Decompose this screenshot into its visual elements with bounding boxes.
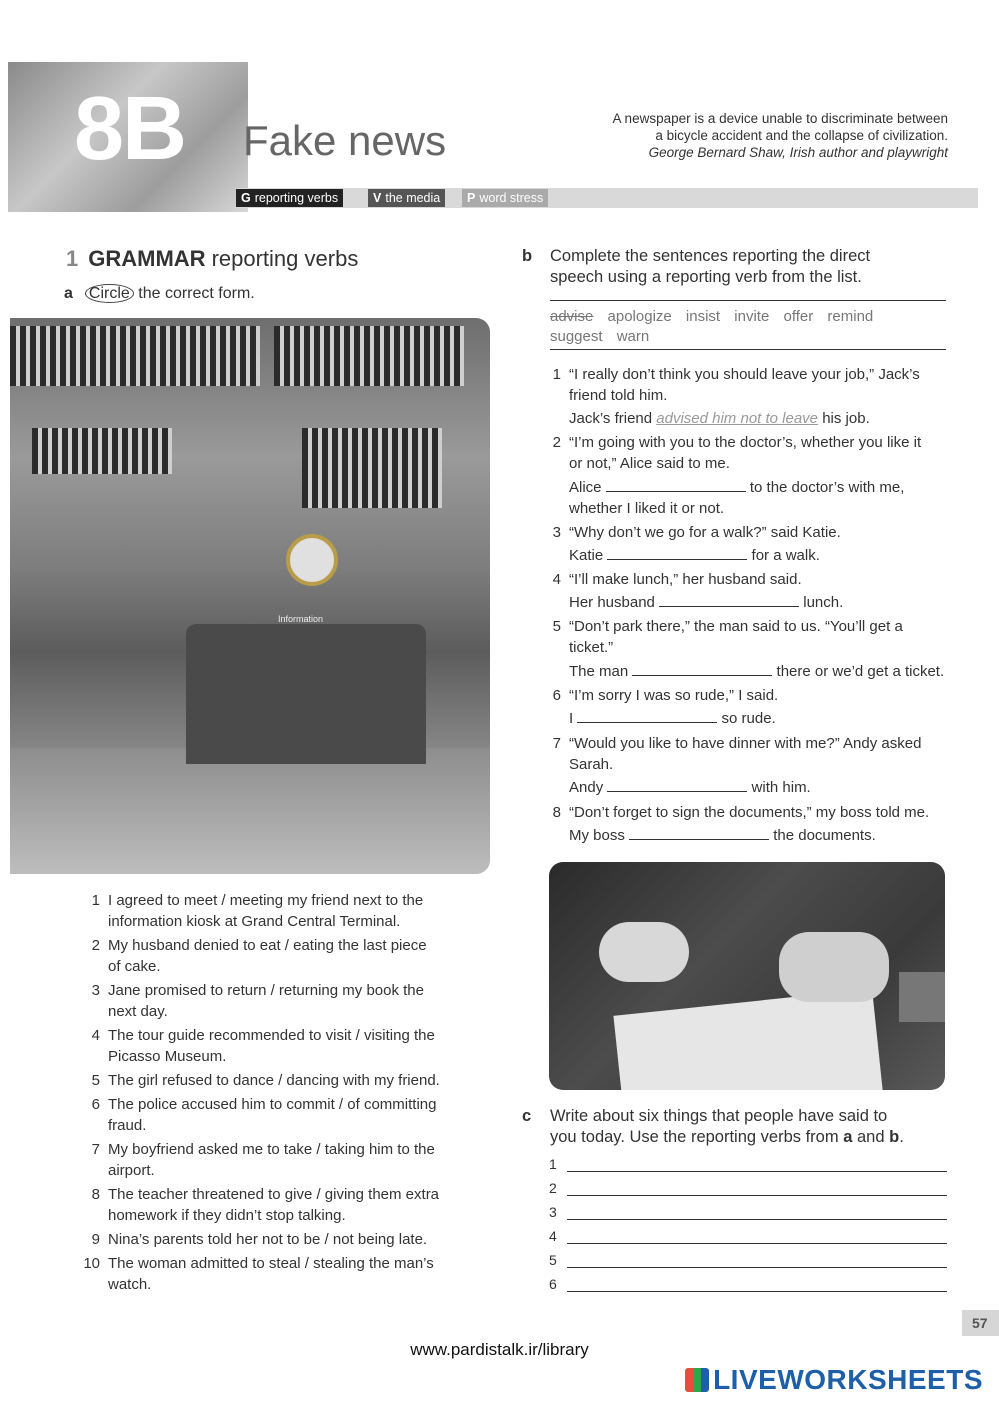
clock-icon [286, 534, 338, 586]
exercise-b-item: 1 “I really don’t think you should leave your job,” Jack’s friend told him. [552, 366, 920, 404]
word-remind: remind [827, 308, 874, 325]
answer-blank[interactable] [607, 777, 747, 792]
quote-author: George Bernard Shaw, Irish author and playwright [648, 145, 948, 160]
writing-line[interactable]: 5 [549, 1252, 947, 1272]
liveworksheets-icon [685, 1368, 709, 1392]
exercise-b-item: 6 “I’m sorry I was so rude,” I said. [552, 687, 779, 704]
exercise-1a-item: 9 Nina’s parents told her not to be / not being late. [91, 1231, 428, 1248]
answer-blank[interactable] [606, 477, 746, 492]
exercise-b-item: 2 “I’m going with you to the doctor’s, whether you like it or not,” Alice said to me. [552, 434, 922, 472]
signing-documents-photo [549, 862, 945, 1090]
answer-blank[interactable] [577, 708, 717, 723]
quote-line-2: a bicycle accident and the collapse of civilization. [655, 128, 948, 143]
liveworksheets-logo[interactable]: LIVEWORKSHEETS [685, 1364, 983, 1396]
information-sign: Information [278, 614, 324, 624]
word-list [550, 300, 946, 350]
answer-blank[interactable] [659, 592, 799, 607]
exercise-b-answer-line: The man there or we’d get a ticket. [569, 663, 945, 680]
tag-bar [236, 188, 978, 208]
exercise-1a-item: 4 The tour guide recommended to visit / visiting the Picasso Museum. [91, 1027, 435, 1065]
writing-line[interactable]: 1 [549, 1156, 947, 1176]
unit-title: Fake news [243, 117, 447, 164]
exercise-b-answer-line: Alice to the doctor’s with me, [569, 479, 905, 496]
tag-grammar: G reporting verbs [236, 189, 343, 207]
exercise-1a-item: 7 My boyfriend asked me to take / taking him to the airport. [91, 1141, 435, 1179]
exercise-b-item: 8 “Don’t forget to sign the documents,” my boss told me. [552, 804, 930, 821]
word-insist: insist [685, 308, 721, 325]
answer-blank[interactable] [632, 661, 772, 676]
word-suggest: suggest [550, 328, 603, 345]
word-apologize: apologize [607, 308, 672, 325]
exercise-1a-item: 6 The police accused him to commit / of committing fraud. [91, 1096, 437, 1134]
exercise-b-answer-line: Her husband lunch. [569, 594, 844, 611]
word-offer: offer [783, 308, 814, 325]
unit-banner [8, 62, 978, 212]
exercise-b-answer-line: My boss the documents. [569, 827, 876, 844]
answer-blank[interactable] [629, 825, 769, 840]
exercise-b-answer-line: I so rude. [569, 710, 776, 727]
writing-line[interactable]: 2 [549, 1180, 947, 1200]
exercise-1a-item: 2 My husband denied to eat / eating the last piece of cake. [91, 937, 427, 975]
exercise-b-item: 4 “I’ll make lunch,” her husband said. [552, 571, 802, 588]
example-answer: advised him not to leave [656, 410, 819, 427]
grand-central-photo [10, 318, 490, 874]
writing-line[interactable]: 3 [549, 1204, 947, 1224]
exercise-1a-item: 3 Jane promised to return / returning my book the next day. [91, 982, 424, 1020]
quote-line-1: A newspaper is a device unable to discriminate between [612, 111, 948, 126]
footer-url[interactable]: www.pardistalk.ir/library [410, 1340, 589, 1359]
exercise-b-item: 5 “Don’t park there,” the man said to us. “You’ll get a ticket.” [552, 618, 903, 656]
word-advise: advise [550, 308, 594, 325]
word-invite: invite [734, 308, 770, 325]
tag-vocabulary: V the media [368, 189, 445, 207]
unit-number: 8B [74, 79, 186, 179]
word-warn: warn [616, 328, 650, 345]
section-1a-instruction: a Circle the correct form. [64, 285, 255, 302]
exercise-1a-item: 10 The woman admitted to steal / stealing the man’s watch. [83, 1255, 434, 1293]
exercise-1a-item: 5 The girl refused to dance / dancing with my friend. [91, 1072, 440, 1089]
page-number: 57 [962, 1310, 999, 1336]
tag-pronunciation: P word stress [462, 189, 548, 207]
exercise-1a-item: 8 The teacher threatened to give / giving them extra homework if they didn’t stop talking. [91, 1186, 440, 1224]
writing-line[interactable]: 6 [549, 1276, 947, 1296]
answer-blank[interactable] [607, 545, 747, 560]
exercise-1a-item: 1 I agreed to meet / meeting my friend next to the information kiosk at Grand Central Terminal. [91, 892, 424, 930]
writing-line[interactable]: 4 [549, 1228, 947, 1248]
section-1-title: 1 GRAMMAR reporting verbs [66, 246, 359, 271]
quote [548, 110, 948, 161]
exercise-b-item: 7 “Would you like to have dinner with me?” Andy asked Sarah. [552, 735, 922, 773]
exercise-b-answer-continuation: whether I liked it or not. [569, 500, 725, 517]
exercise-b-answer-line: Jack’s friend advised him not to leave his job. [569, 410, 870, 427]
exercise-b-answer-line: Katie for a walk. [569, 547, 820, 564]
exercise-b-item: 3 “Why don’t we go for a walk?” said Katie. [552, 524, 841, 541]
exercise-b-answer-line: Andy with him. [569, 779, 811, 796]
